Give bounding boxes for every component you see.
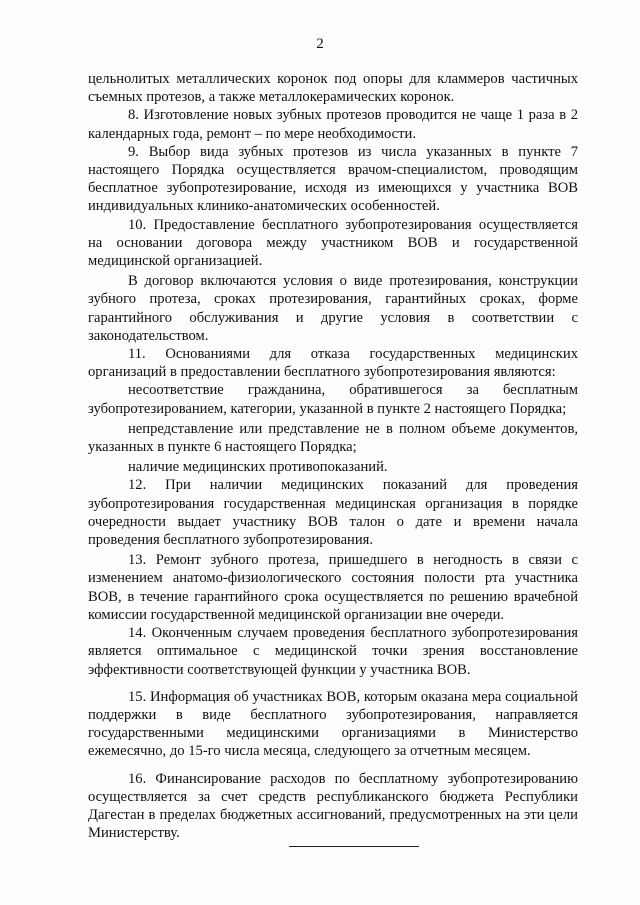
page-number: 2	[316, 36, 324, 52]
paragraph-13: 13. Ремонт зубного протеза, пришедшего в негодность в связи с изменением анатомо-физиологического состояния полости рта участника ВОВ, в течение гарантийного срока осуществляется по решению врачебной комиссии государственной медицинской организации вне очереди.	[88, 552, 578, 623]
paragraph-15: 15. Информация об участниках ВОВ, которым оказана мера социальной поддержки в виде бесплатного зубопротезирования, направляется государственными медицинскими организациями в Министерство ежемесячно, до 15-го числа месяца, следующего за отчетным месяцем.	[88, 688, 578, 760]
paragraph-16: 16. Финансирование расходов по бесплатному зубопротезированию осуществляется за счет средств республиканского бюджета Республики Дагестан в пределах бюджетных ассигнований, предусмотренных на эти цели Министерству.	[88, 770, 578, 842]
paragraph-10: 10. Предоставление бесплатного зубопротезирования осуществляется на основании договора между участником ВОВ и государственной медицинской организацией.	[88, 216, 578, 270]
paragraph-11-item-2: непредставление или представление не в полном объеме документов, указанных в пункте 6 настоящего Порядка;	[88, 420, 578, 456]
end-divider-line	[289, 846, 419, 847]
paragraph-14: 14. Оконченным случаем проведения бесплатного зубопротезирования является оптимальное с медицинской точки зрения восстановление эффективности соответствующей функции у участника ВОВ.	[88, 625, 578, 678]
paragraph-9: 9. Выбор вида зубных протезов из числа указанных в пункте 7 настоящего Порядка осуществляется врачом-специалистом, проводящим бесплатное зубопротезирование, исходя из имеющихся у участника ВОВ индивидуальных клинико-анатомических особенностей.	[88, 143, 578, 215]
paragraph-11-item-3: наличие медицинских противопоказаний.	[128, 459, 388, 476]
paragraph-12: 12. При наличии медицинских показаний для проведения зубопротезирования государственная медицинская организация в порядке очередности выдает участнику ВОВ талон о дате и времени начала проведения бесплатного зубопротезирования.	[88, 477, 578, 549]
document-body	[88, 70, 578, 842]
paragraph-8: 8. Изготовление новых зубных протезов проводится не чаще 1 раза в 2 календарных года, ремонт – по мере необходимости.	[88, 107, 578, 142]
paragraph-11: 11. Основаниями для отказа государственных медицинских организаций в предоставлении бесплатного зубопротезирования являются:	[88, 346, 578, 381]
paragraph-11-item-1: несоответствие гражданина, обратившегося за бесплатным зубопротезированием, категории, указанной в пункте 2 настоящего Порядка;	[88, 382, 578, 417]
paragraph-continuation: цельнолитых металлических коронок под опоры для кламмеров частичных съемных протезов, а также металлокерамических коронок.	[88, 71, 578, 106]
paragraph-10-contract-terms: В договор включаются условия о виде протезирования, конструкции зубного протеза, сроках протезирования, гарантийных сроках, форме гарантийного обслуживания и другие условия в соответствии с законодательством.	[88, 273, 578, 344]
